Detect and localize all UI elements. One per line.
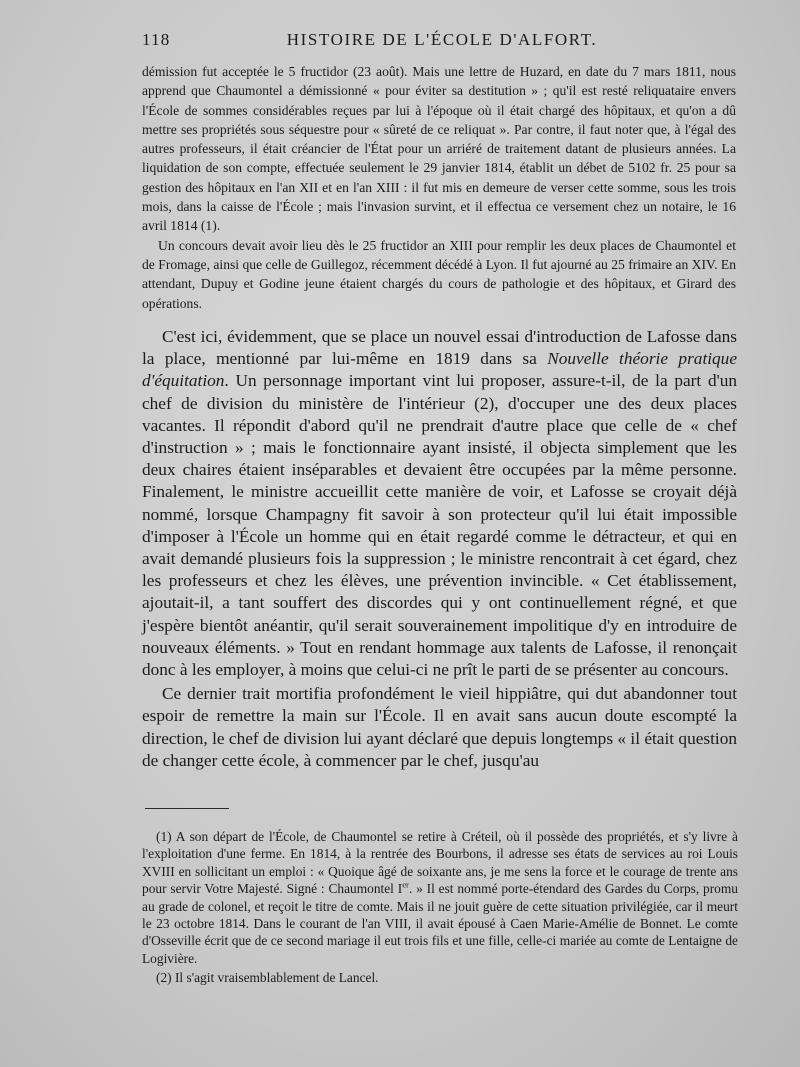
footnote-2: (2) Il s'agit vraisemblablement de Lancel.: [156, 970, 379, 986]
running-title: HISTOIRE DE L'ÉCOLE D'ALFORT.: [286, 30, 598, 49]
small-print-section: [142, 62, 736, 313]
page-number: 118: [142, 30, 171, 49]
footnote-separator: [145, 808, 229, 809]
main-paragraph-2: Ce dernier trait mortifia profondément le vieil hippiâtre, qui dut abandonner tout espoir de remettre la main sur l'École. Il en avait sans aucun doute escompté la direction, le chef de division lui ayant déclaré que depuis longtemps « il était question de changer cette école, à commencer par le chef, jusqu'au: [142, 684, 737, 770]
footnotes: [142, 828, 738, 987]
footnote-1-start: (1) A son départ de l'École, de Chaumontel se retire à Créteil, où il possède des propriétés, et s'y livre à l'exploitation d'une ferme. En 1814, à la rentrée des Bourbons, il adresse ses états de services au roi Louis XVIII en sollicitant un emploi : « Quoique âgé de soixante ans, je me sens la force et le courage de trente ans pour servir Votre Majesté. Signé : Chaumontel I: [142, 829, 738, 897]
page-header: [142, 30, 742, 54]
main-paragraph-1-start: C'est ici, évidemment, que se place un nouvel essai d'introduction de Lafosse dans la place, mentionné par lui-même en 1819 dans sa: [142, 327, 737, 369]
book-title-italic: Nouvelle théorie pratique d'équitation: [142, 349, 737, 391]
main-text-section: [142, 326, 737, 772]
main-paragraph-1-rest: . Un personnage important vint lui proposer, assure-t-il, de la part d'un chef de division du ministère de l'intérieur (2), d'occuper une des deux places vacantes. Il répondit d'abord qu'il ne prendrait d'autre place que celle de « chef d'instruction » ; mais le fonctionnaire ayant insisté, il objecta simplement que les deux chaires étaient inséparables et devaient être occupées par la même personne. Finalement, le ministre accueillit cette manière de voir, et Lafosse se croyait déjà nommé, lorsque Champagny fit savoir à son protecteur qu'il lui était impossible d'imposer à l'École un homme qui en était regardé comme le détracteur, et qui en avait demandé plusieurs fois la suppression ; le ministre rencontrait à cet égard, chez les professeurs et chez les élèves, une prévention invincible. « Cet établissement, ajoutait-il, a tant souffert des discordes qui y ont continuellement régné, et que j'espère bientôt anéantir, qu'il serait souverainement impolitique d'y en introduire de nouveaux éléments. » Tout en rendant hommage aux talents de Lafosse, il renonçait donc à les employer, à moins que celui-ci ne prît le parti de se présenter au concours.: [142, 371, 737, 680]
small-paragraph-2: Un concours devait avoir lieu dès le 25 fructidor an XIII pour remplir les deux places de Chaumontel et de Fromage, ainsi que celle de Guillegoz, récemment décédé à Lyon. Il fut ajourné au 25 frimaire an XIV. En attendant, Dupuy et Godine jeune étaient chargés du cours de pathologie et des hôpitaux, et Girard des opérations.: [142, 237, 736, 311]
footnote-1-superscript: er: [402, 879, 409, 890]
footnote-1: [142, 828, 738, 967]
small-paragraph-1: démission fut acceptée le 5 fructidor (23 août). Mais une lettre de Huzard, en date du 7 mars 1811, nous apprend que Chaumontel a démissionné « pour éviter sa destitution » ; qu'il est resté reliquataire envers l'École de sommes considérables reçues par lui à l'époque où il était chargé des hôpitaux, et qu'on a dû mettre ses propriétés sous séquestre pour « sûreté de ce reliquat ». Par contre, il faut noter que, à l'égal des autres professeurs, il était créancier de l'État pour un arriéré de traitement datant de plusieurs années. La liquidation de son compte, effectuée seulement le 29 janvier 1814, établit un débet de 5102 fr. 25 pour sa gestion des hôpitaux en l'an XII et en l'an XIII : il fut mis en demeure de verser cette somme, sous les trois mois, dans la caisse de l'École ; mais l'invasion survint, et il effectua ce versement chez un notaire, le 16 avril 1814 (1).: [142, 64, 736, 234]
main-paragraph-1: [142, 326, 737, 681]
footnote-1-rest: . » Il est nommé porte-étendard des Gardes du Corps, promu au grade de colonel, et reçoit le titre de comte. Mais il ne jouit guère de cette situation privilégiée, car il meurt le 23 octobre 1814. Dans le courant de l'an VIII, il avait épousé à Caen Marie-Amélie de Bonnet. Le comte d'Osseville écrit que de ce second mariage il eut trois fils et une fille, celle-ci mariée au comte de Lentaigne de Logivière.: [142, 881, 738, 966]
